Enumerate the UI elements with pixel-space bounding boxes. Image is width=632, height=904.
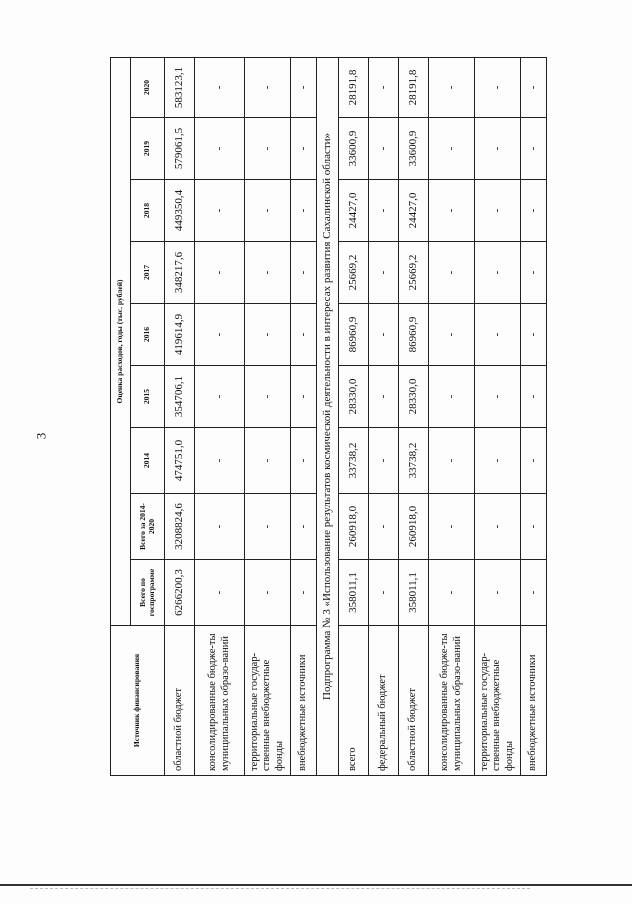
table-cell: - [245, 57, 291, 117]
rotated-table-area [110, 58, 540, 776]
page-number: 3 [33, 432, 49, 440]
bottom-scan-artifact [30, 888, 530, 889]
table-cell: 474751,0 [165, 428, 195, 494]
table-body-bottom [339, 57, 547, 775]
subprogram-row [317, 57, 339, 775]
table-cell: - [195, 560, 245, 626]
table-row [429, 57, 475, 775]
table-cell: - [245, 366, 291, 428]
table-cell: - [245, 494, 291, 560]
source-header: Источник финансирования [111, 626, 165, 776]
table-cell: 28191,8 [399, 57, 429, 117]
col-header: 2017 [131, 242, 165, 304]
col-header: Всего по госпрограмме [131, 560, 165, 626]
table-cell: - [475, 242, 521, 304]
table-cell: - [195, 57, 245, 117]
table-row [475, 57, 521, 775]
table-cell: - [291, 366, 317, 428]
table-cell: - [521, 57, 547, 117]
table-cell: 449350,4 [165, 180, 195, 242]
table-cell: - [475, 560, 521, 626]
table-cell: - [245, 118, 291, 180]
table-wrapper [110, 58, 540, 776]
table-cell: - [475, 57, 521, 117]
table-cell: - [245, 180, 291, 242]
table-cell: 28330,0 [399, 366, 429, 428]
cost-estimate-header: Оценка расходов, годы (тыс. рублей) [111, 57, 131, 625]
table-row [369, 57, 399, 775]
table-cell: - [475, 366, 521, 428]
row-source-label: внебюджетные источники [291, 626, 317, 776]
table-cell: - [291, 304, 317, 366]
table-cell: - [429, 366, 475, 428]
table-cell: - [369, 180, 399, 242]
table-cell: 24427,0 [399, 180, 429, 242]
row-source-label: консолидированные бюдже-ты муниципальных образо-ваний [429, 626, 475, 776]
table-cell: - [291, 180, 317, 242]
table-cell: - [429, 180, 475, 242]
table-cell: - [195, 366, 245, 428]
table-cell: - [521, 304, 547, 366]
table-cell: - [369, 428, 399, 494]
table-cell: - [245, 560, 291, 626]
col-header: Всего за 2014-2020 [131, 494, 165, 560]
table-cell: 25669,2 [339, 242, 369, 304]
row-source-label: территориальные государ-ственные внебюджетные фонды [245, 626, 291, 776]
table-cell: - [291, 242, 317, 304]
table-cell: - [369, 57, 399, 117]
bottom-edge-line [0, 884, 632, 886]
header-row-group [111, 57, 131, 775]
row-source-label: внебюджетные источники [521, 626, 547, 776]
table-cell: 358011,1 [339, 560, 369, 626]
row-source-label: областной бюджет [165, 626, 195, 776]
table-cell: 33738,2 [399, 428, 429, 494]
table-cell: 33600,9 [399, 118, 429, 180]
table-row [521, 57, 547, 775]
row-source-label: территориальные государ-ственные внебюджетные фонды [475, 626, 521, 776]
col-header: 2018 [131, 180, 165, 242]
subprogram-section [317, 57, 339, 775]
col-header: 2019 [131, 118, 165, 180]
table-row [165, 57, 195, 775]
table-cell: - [521, 560, 547, 626]
table-cell: - [195, 118, 245, 180]
table-cell: 583123,1 [165, 57, 195, 117]
table-cell: - [369, 366, 399, 428]
row-source-label: всего [339, 626, 369, 776]
table-cell: 348217,6 [165, 242, 195, 304]
table-cell: 260918,0 [399, 494, 429, 560]
subprogram-title: Подпрограмма № 3 «Использование результатов космической деятельности в интересах развития Сахалинской области» [317, 57, 339, 775]
row-source-label: федеральный бюджет [369, 626, 399, 776]
table-cell: - [429, 560, 475, 626]
table-cell: 419614,9 [165, 304, 195, 366]
table-cell: - [521, 242, 547, 304]
table-cell: - [475, 428, 521, 494]
table-cell: - [475, 304, 521, 366]
table-cell: 33738,2 [339, 428, 369, 494]
table-cell: - [429, 494, 475, 560]
table-cell: 25669,2 [399, 242, 429, 304]
table-cell: 260918,0 [339, 494, 369, 560]
financing-table [110, 57, 547, 776]
col-header: 2014 [131, 428, 165, 494]
table-cell: - [369, 304, 399, 366]
table-cell: 6266200,3 [165, 560, 195, 626]
table-cell: 358011,1 [399, 560, 429, 626]
table-cell: - [245, 242, 291, 304]
row-source-label: областной бюджет [399, 626, 429, 776]
col-header: 2016 [131, 304, 165, 366]
table-cell: - [195, 494, 245, 560]
table-cell: - [521, 494, 547, 560]
table-cell: - [521, 366, 547, 428]
table-row [291, 57, 317, 775]
table-cell: - [291, 118, 317, 180]
table-body-top [165, 57, 317, 775]
table-cell: - [475, 118, 521, 180]
table-cell: 3208824,6 [165, 494, 195, 560]
table-row [195, 57, 245, 775]
table-cell: - [475, 180, 521, 242]
table-cell: - [369, 494, 399, 560]
table-cell: 86960,9 [399, 304, 429, 366]
table-cell: 354706,1 [165, 366, 195, 428]
table-cell: 33600,9 [339, 118, 369, 180]
table-cell: - [429, 57, 475, 117]
table-cell: - [475, 494, 521, 560]
table-cell: 579061,5 [165, 118, 195, 180]
table-cell: - [429, 304, 475, 366]
col-header: 2015 [131, 366, 165, 428]
table-cell: - [429, 242, 475, 304]
table-cell: 24427,0 [339, 180, 369, 242]
table-cell: - [195, 304, 245, 366]
table-cell: - [369, 118, 399, 180]
table-cell: - [195, 180, 245, 242]
table-row [399, 57, 429, 775]
table-cell: - [245, 428, 291, 494]
table-cell: - [369, 560, 399, 626]
table-cell: - [291, 428, 317, 494]
table-cell: 86960,9 [339, 304, 369, 366]
table-cell: - [369, 242, 399, 304]
table-cell: - [521, 118, 547, 180]
table-cell: - [291, 57, 317, 117]
table-cell: - [429, 428, 475, 494]
table-cell: - [245, 304, 291, 366]
table-cell: - [521, 180, 547, 242]
table-cell: 28191,8 [339, 57, 369, 117]
table-cell: - [195, 428, 245, 494]
table-cell: - [195, 242, 245, 304]
table-cell: - [291, 494, 317, 560]
col-header: 2020 [131, 57, 165, 117]
row-source-label: консолидированные бюдже-ты муниципальных образо-ваний [195, 626, 245, 776]
table-cell: - [291, 560, 317, 626]
table-row [339, 57, 369, 775]
table-cell: - [521, 428, 547, 494]
table-cell: - [429, 118, 475, 180]
table-cell: 28330,0 [339, 366, 369, 428]
table-row [245, 57, 291, 775]
